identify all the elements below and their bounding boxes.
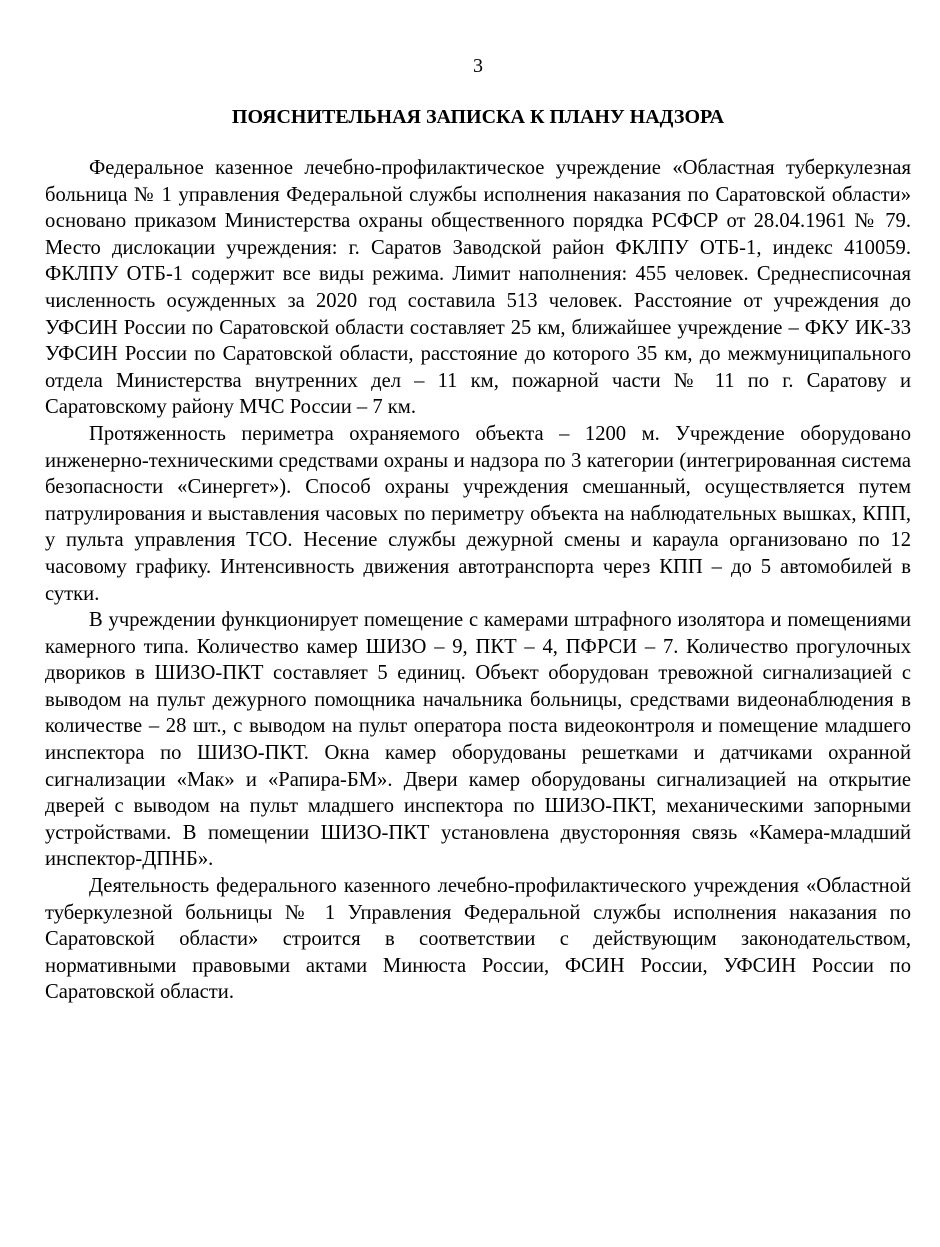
paragraph-legal-basis: Деятельность федерального казенного лечебно-профилактического учреждения «Областной туберкулезной больницы № 1 Управления Федеральной службы исполнения наказания по Саратовской области» строится в соответствии с действующим законодательством, нормативными правовыми актами Минюста России, ФСИН России, УФСИН России по Саратовской области. (45, 875, 911, 1004)
document-title: ПОЯСНИТЕЛЬНАЯ ЗАПИСКА К ПЛАНУ НАДЗОРА (231, 106, 725, 128)
page-number: 3 (473, 55, 483, 77)
paragraph-isolation-cells: В учреждении функционирует помещение с камерами штрафного изолятора и помещениями камерного типа. Количество камер ШИЗО – 9, ПКТ – 4, ПФРСИ – 7. Количество прогулочных двориков в ШИЗО-ПКТ составляет 5 единиц. Объект оборудован тревожной сигнализацией с выводом на пульт дежурного помощника начальника больницы, средствами видеонаблюдения в количестве – 28 шт., с выводом на пульт оператора поста видеоконтроля и помещение младшего инспектора по ШИЗО-ПКТ. Окна камер оборудованы решетками и датчиками охранной сигнализации «Мак» и «Рапира-БМ». Двери камер оборудованы сигнализацией на открытие дверей с выводом на пульт младшего инспектора по ШИЗО-ПКТ, механическими запорными устройствами. В помещении ШИЗО-ПКТ установлена двусторонняя связь «Камера-младший инспектор-ДПНБ». (45, 609, 911, 871)
paragraph-institution-info: Федеральное казенное лечебно-профилактическое учреждение «Областная туберкулезная больница № 1 управления Федеральной службы исполнения наказания по Саратовской области» основано приказом Министерства охраны общественного порядка РСФСР от 28.04.1961 № 79. Место дислокации учреждения: г. Саратов Заводской район ФКЛПУ ОТБ-1, индекс 410059. ФКЛПУ ОТБ-1 содержит все виды режима. Лимит наполнения: 455 человек. Среднесписочная численность осужденных за 2020 год составила 513 человек. Расстояние от учреждения до УФСИН России по Саратовской области составляет 25 км, ближайшее учреждение – ФКУ ИК-33 УФСИН России по Саратовской области, расстояние до которого 35 км, до межмуниципального отдела Министерства внутренних дел – 11 км, пожарной части № 11 по г. Саратову и Саратовскому району МЧС России – 7 км. (45, 157, 911, 419)
document-body (45, 155, 911, 1006)
paragraph-perimeter-security: Протяженность периметра охраняемого объекта – 1200 м. Учреждение оборудовано инженерно-техническими средствами охраны и надзора по 3 категории (интегрированная система безопасности «Синергет»). Способ охраны учреждения смешанный, осуществляется путем патрулирования и выставления часовых по периметру объекта на наблюдательных вышках, КПП, у пульта управления ТСО. Несение службы дежурной смены и караула организовано по 12 часовому графику. Интенсивность движения автотранспорта через КПП – до 5 автомобилей в сутки. (45, 422, 911, 605)
